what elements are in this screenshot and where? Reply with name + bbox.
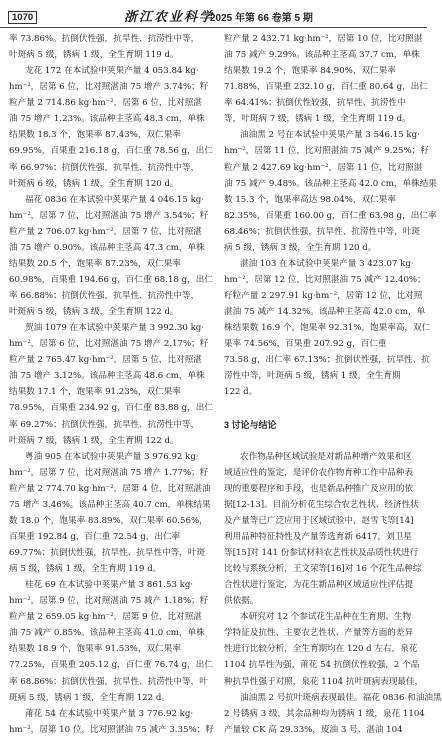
text-line: 现的重要程序和手段，也是新品种推广及应用的依 [224, 483, 414, 494]
text-line: hm⁻²，居第 9 位，比对照湛油 75 减产 1.18%；籽 [9, 596, 209, 607]
text-line: hm⁻²，居第 7 位，比对照湛油 75 增产 3.54%；籽 [9, 210, 209, 221]
page-number: 1070 [8, 11, 37, 24]
text-line: 性进行比较分析，全生育期均在 120 d 左右，泉花 [224, 644, 418, 655]
text-line: 68.46%；抗倒伏性强，抗旱性、抗涝性中等，叶斑 [224, 226, 421, 237]
right-column [224, 31, 442, 738]
left-column [9, 31, 214, 738]
text-line: 率 66.97%；抗倒伏性强，抗旱性、抗涝性中等， [9, 162, 200, 173]
text-line: 数 18.0 个，饱果率 83.89%，双仁果率 60.56%， [9, 515, 208, 526]
text-line: 率 68.86%；抗倒伏性强，抗旱性、抗涝性中等，叶 [9, 676, 208, 687]
text-line: 涝性中等，叶斑病 5 级，锈病 1 级，全生育期 [224, 371, 401, 382]
text-line: 病 5 级，锈病 1 级，全生育期 119 d。 [9, 564, 162, 575]
text-line: 供依据。 [224, 596, 259, 607]
text-line: 粒产量 2 774.70 kg·hm⁻²，居第 4 位，比对照湛油 [9, 483, 211, 494]
text-line: 叶斑病 7 级，锈病 1 级，全生育期 122 d。 [9, 435, 179, 446]
text-line: 等[15]对 141 份参试材料农艺性状及品质性状进行 [224, 548, 419, 558]
text-line: 农作物品种区域试验是对新品种增产效果和区 [240, 451, 412, 462]
text-line: 率 69.27%；抗倒伏性强，抗旱性、抗涝性中等， [9, 419, 200, 430]
text-line: 75 增产 3.46%。该品种主茎高 40.7 cm，单株结果 [9, 499, 211, 510]
text-line: 斑病 5 级，锈病 1 级，全生育期 122 d。 [9, 692, 170, 703]
text-line: 种抗旱性强于对照，泉花 1104 抗叶斑病表现最佳， [224, 676, 424, 687]
text-line: 油 75 减产 0.85%。该品种主茎高 41.0 cm，单株 [9, 628, 205, 639]
text-line: 百果重 192.84 g，百仁重 72.54 g，出仁率 [9, 531, 181, 542]
running-header [0, 0, 427, 28]
text-line: hm⁻²，居第 6 位，比对照湛油 75 增产 2.17%；籽 [9, 339, 209, 350]
text-line: hm⁻²，居第 11 位，比对照湛油 75 减产 9.25%；籽 [224, 146, 429, 157]
text-line: 病 5 级，锈病 3 级，全生育期 120 d。 [224, 242, 377, 253]
text-line: 学特征及抗性、主要农艺性状、产量等方面的差异 [224, 628, 414, 639]
issue-info: 2025 年第 66 卷第 5 期 [210, 13, 313, 24]
text-line: 率 66.88%；抗倒伏性强，抗旱性、抗涝性中等， [9, 291, 200, 301]
text-line: 油 75 减产 9.29%。该品种主茎高 37.7 cm，单株 [224, 50, 420, 61]
text-line: 据[12-13]。目前分析花生综合农艺性状、经济性状 [224, 499, 419, 510]
text-line: 油油黑 2 号抗叶斑病表现最佳。福花 0836 和油油黑 [240, 692, 442, 703]
text-line: 油 75 增产 0.90%。该品种主茎高 47.3 cm，单株 [9, 242, 205, 253]
text-line: 粒产量 2 659.05 kg·hm⁻²，居第 9 位，比对照湛 [9, 612, 202, 623]
text-line: 2 号锈病 3 级，其余品种均为锈病 1 级，泉花 1104 [224, 708, 425, 719]
text-line: 结果数 19.2 个，饱果率 84.90%，双仁果率 [224, 66, 396, 77]
text-line: 等，叶斑病 7 级，锈病 1 级，全生育期 119 d。 [224, 114, 411, 125]
text-line: 湛油 75 减产 14.32%。该品种主茎高 42.0 cm，单 [224, 307, 426, 318]
text-line: 叶斑病 5 级，锈病 3 级，全生育期 122 d。 [9, 307, 179, 318]
text-line: 本研究对 12 个参试花生品种在生育期、生物 [240, 612, 412, 623]
text-line: hm⁻²，居第 6 位，比对照湛油 75 增产 3.74%；籽 [9, 82, 209, 93]
text-line: 籽粒产量 2 297.91 kg·hm⁻²，居第 12 位，比对照 [224, 291, 423, 301]
text-line: 82.35%，百果重 160.00 g，百仁重 63.98 g，出仁率 [224, 210, 437, 221]
text-line: 结果数 18.3 个，饱果率 87.43%，双仁果率 [9, 130, 181, 141]
text-line: 粒产量 2 765.47 kg·hm⁻²，居第 5 位，比对照湛 [9, 355, 202, 366]
text-line: 结果数 18.9 个，饱果率 91.53%，双仁果率 [9, 644, 181, 655]
text-line: 莆花 54 在本试验中荚果产量 3 776.92 kg· [25, 708, 194, 719]
text-line: 77.25%，百果重 205.12 g，百仁重 76.74 g，出仁 [9, 660, 213, 671]
text-line: 叶斑病 5 级，锈病 1 级，全生育期 119 d。 [9, 50, 179, 61]
text-line: 产量较 CK 高 29.33%，废油 3 号、湛油 104 [224, 724, 403, 735]
text-line: 油 75 增产 3.12%。该品种主茎高 48.6 cm，单株 [9, 371, 205, 382]
text-line: 果率 74.56%，百果重 207.92 g，百仁重 [224, 339, 387, 350]
text-line: 域适应性的鉴定，是评价农作物育种工作中品种表 [224, 467, 414, 478]
text-line [224, 433, 420, 449]
text-line: 122 d。 [224, 387, 258, 398]
text-line: 率 73.86%。抗倒伏性强，抗旱性、抗涝性中等， [9, 34, 200, 44]
text-line: 结果数 20.5 个，饱果率 87.23%，双仁果率 [9, 258, 181, 269]
text-line: 78.95%，百果重 234.92 g，百仁重 83.88 g，出仁 [9, 403, 213, 414]
text-line: 粒产量 2 432.71 kg·hm⁻²，居第 10 位，比对照湛 [224, 34, 423, 44]
text-line: 粤油 905 在本试验中荚果产量 3 976.92 kg· [25, 451, 199, 462]
text-line: 湛油 103 在本试验中荚果产量 3 423.07 kg· [240, 258, 414, 269]
text-line: 69.77%；抗倒伏性强，抗旱性、抗旱性中等，叶斑 [9, 548, 206, 558]
text-line: 粒产量 2 706.07 kg·hm⁻²，居第 7 位，比对照湛 [9, 226, 202, 237]
text-line: hm⁻²，居第 7 位，比对照湛油 75 增产 1.77%；籽 [9, 467, 209, 478]
text-line [224, 400, 420, 416]
text-line: 贺油 1079 在本试验中荚果产量 3 992.30 kg· [25, 323, 205, 334]
text-line: 利用品种特征特性及产量等选育新 6417，刘卫星 [224, 531, 412, 542]
text-line: 60.98%，百果重 194.66 g，百仁重 68.18 g，出仁 [9, 274, 213, 285]
text-line: 油 75 减产 9.48%。该品种主茎高 42.0 cm，单株结果 [224, 178, 437, 189]
text-line: 粒产量 2 714.86 kg·hm⁻²，居第 6 位，比对照湛 [9, 98, 202, 109]
text-line: 油油黑 2 号在本试验中荚果产量 3 546.15 kg· [240, 130, 420, 141]
text-line: 数 15.3 个，饱果率高达 98.04%，双仁果率 [224, 194, 396, 205]
text-line: 率 64.41%；抗倒伏性较强，抗旱性、抗涝性中 [224, 98, 406, 109]
text-line: 71.88%，百果重 232.10 g，百仁重 80.64 g，出仁 [224, 82, 428, 93]
text-line: 合性状进行鉴定，为花生新品种区域适应性评估提 [224, 580, 414, 591]
text-line: 73.58 g，出仁率 67.13%；抗倒伏性强，抗旱性、抗 [224, 355, 430, 366]
text-line: 福花 0836 在本试验中荚果产量 4 046.15 kg· [25, 194, 205, 205]
text-line: hm⁻²，居第 10 位，比对照湛油 75 减产 3.35%；籽 [9, 724, 214, 735]
text-line: 叶斑病 6 级，锈病 1 级，全生育期 120 d。 [9, 178, 179, 189]
text-line: 结果数 17.1 个，饱果率 91.23%，双仁果率 [9, 387, 181, 398]
text-line: 粒产量 2 427.69 kg·hm⁻²，居第 11 位，比对照湛 [224, 162, 423, 173]
text-line: 株结果数 16.9 个，饱果率 92.31%，饱果率高，双仁 [224, 323, 431, 334]
text-line: 及产量等已广泛应用于区域试验中，赵雪飞等[14] [224, 515, 414, 526]
text-line: 油 75 增产 1.23%。该品种主茎高 48.3 cm，单株 [9, 114, 205, 125]
text-line: 1104 抗旱性为强，莆花 54 抗倒伏性较强，2 个品 [224, 660, 420, 671]
text-line: hm⁻²，居第 12 位，比对照湛油 75 减产 12.40%； [224, 274, 426, 285]
text-line: 69.95%，百果重 216.18 g，百仁重 78.56 g，出仁 [9, 146, 213, 157]
text-line: 比较与系统分析，王文荣等[16]对 16 个花生品种综 [224, 564, 422, 575]
text-line: 龙花 172 在本试验中荚果产量 4 053.84 kg· [25, 66, 199, 77]
text-line: 桂花 69 在本试验中荚果产量 3 861.53 kg· [25, 580, 194, 591]
journal-title: 浙江农业科学 [124, 9, 215, 24]
section-heading: 3 讨论与结论 [224, 419, 277, 430]
